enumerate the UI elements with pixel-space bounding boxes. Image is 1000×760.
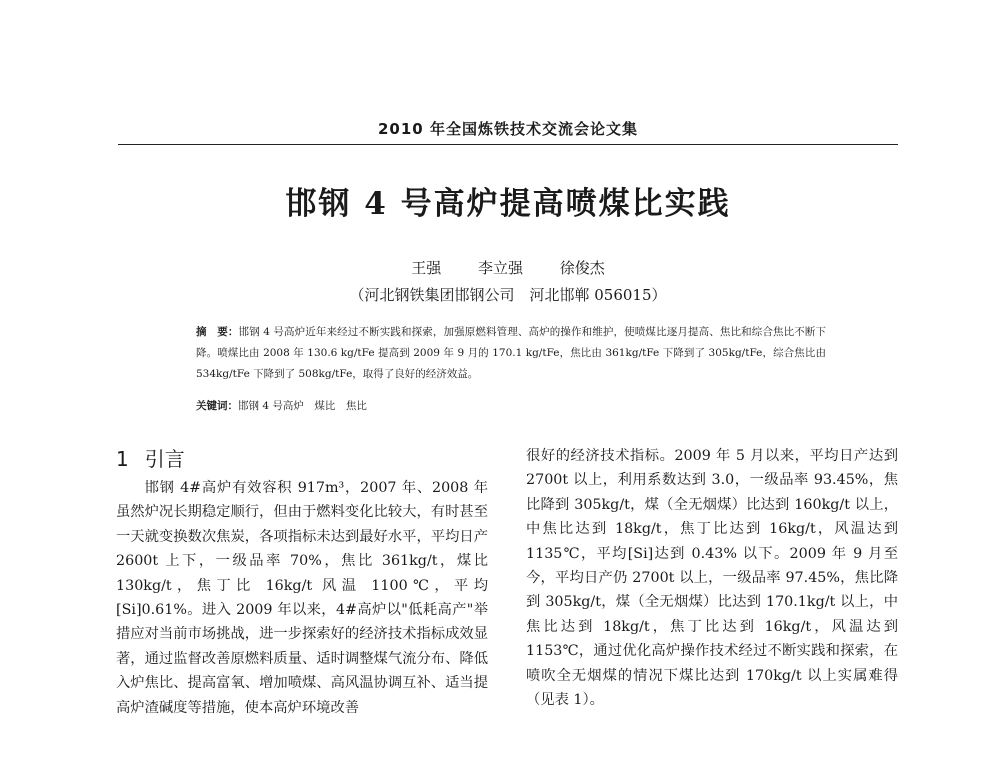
author-name: 李立强 — [477, 259, 523, 277]
body-column-right — [526, 444, 898, 712]
author-name: 徐俊杰 — [559, 259, 605, 277]
abstract-text: 邯钢 4 号高炉近年来经过不断实践和探索，加强原燃料管理、高炉的操作和维护，使喷煤比逐月提高、焦比和综合焦比不断下降。喷煤比由 2008 年 130.6 kg/tFe 提高到 2009 年 9 月的 170.1 kg/tFe，焦比由 361kg/tFe 下降到了 305kg/tFe，综合焦比由 534kg/tFe 下降到了 508kg/tFe，取得了良好的经济效益。 — [196, 326, 827, 380]
body-column-left — [116, 444, 488, 720]
header-rule — [118, 144, 898, 145]
body-paragraph: 很好的经济技术指标。2009 年 5 月以来，平均日产达到 2700t 以上，利用系数达到 3.0，一级品率 93.45%，焦比降到 305kg/t，煤（全无烟煤）比达到 160kg/t 以上，中焦比达到 18kg/t，焦丁比达到 16kg/t，风温达到 1135℃，平均[Si]达到 0.43% 以下。2009 年 9 月至今，平均日产仍 2700t 以上，一级品率 97.45%，焦比降到 305kg/t，煤（全无烟煤）比达到 170.1kg/t 以上，中焦比达到 18kg/t，焦丁比达到 16kg/t，风温达到 1153℃，通过优化高炉操作技术经过不断实践和探索，在喷吹全无烟煤的情况下煤比达到 170kg/t 以上实属难得（见表 1）。 — [526, 448, 898, 709]
running-head: 2010 年全国炼铁技术交流会论文集 — [378, 120, 638, 138]
body-paragraph: 邯钢 4#高炉有效容积 917m³，2007 年、2008 年虽然炉况长期稳定顺行，但由于燃料变化比较大，有时甚至一天就变换数次焦炭，各项指标未达到最好水平，平均日产 2600t 上下，一级品率 70%，焦比 361kg/t，煤比 130kg/t，焦丁比 16kg/t 风温 1100℃，平均[Si]0.61%。进入 2009 年以来，4#高炉以"低耗高产"举措应对当前市场挑战，进一步探索好的经济技术指标成效显著，通过监督改善原燃料质量、适时调整煤气流分布、降低入炉焦比、提高富氧、增加喷煤、高风温协调互补、适当提高炉渣碱度等措施，使本高炉环境改善 — [116, 480, 488, 716]
author-list — [118, 257, 898, 278]
section-number: 1 — [116, 447, 129, 471]
abstract-label: 摘 要： — [196, 326, 239, 338]
abstract — [196, 322, 826, 385]
section-title: 引言 — [144, 447, 185, 471]
keywords-text: 邯钢 4 号高炉 煤比 焦比 — [238, 400, 367, 412]
section-heading — [116, 444, 488, 474]
paper-title: 邯钢 4 号高炉提高喷煤比实践 — [285, 186, 731, 222]
keywords — [196, 396, 826, 417]
author-name: 王强 — [411, 259, 442, 277]
keywords-label: 关键词： — [196, 400, 238, 412]
affiliation: （河北钢铁集团邯钢公司 河北邯郸 056015） — [349, 286, 667, 304]
